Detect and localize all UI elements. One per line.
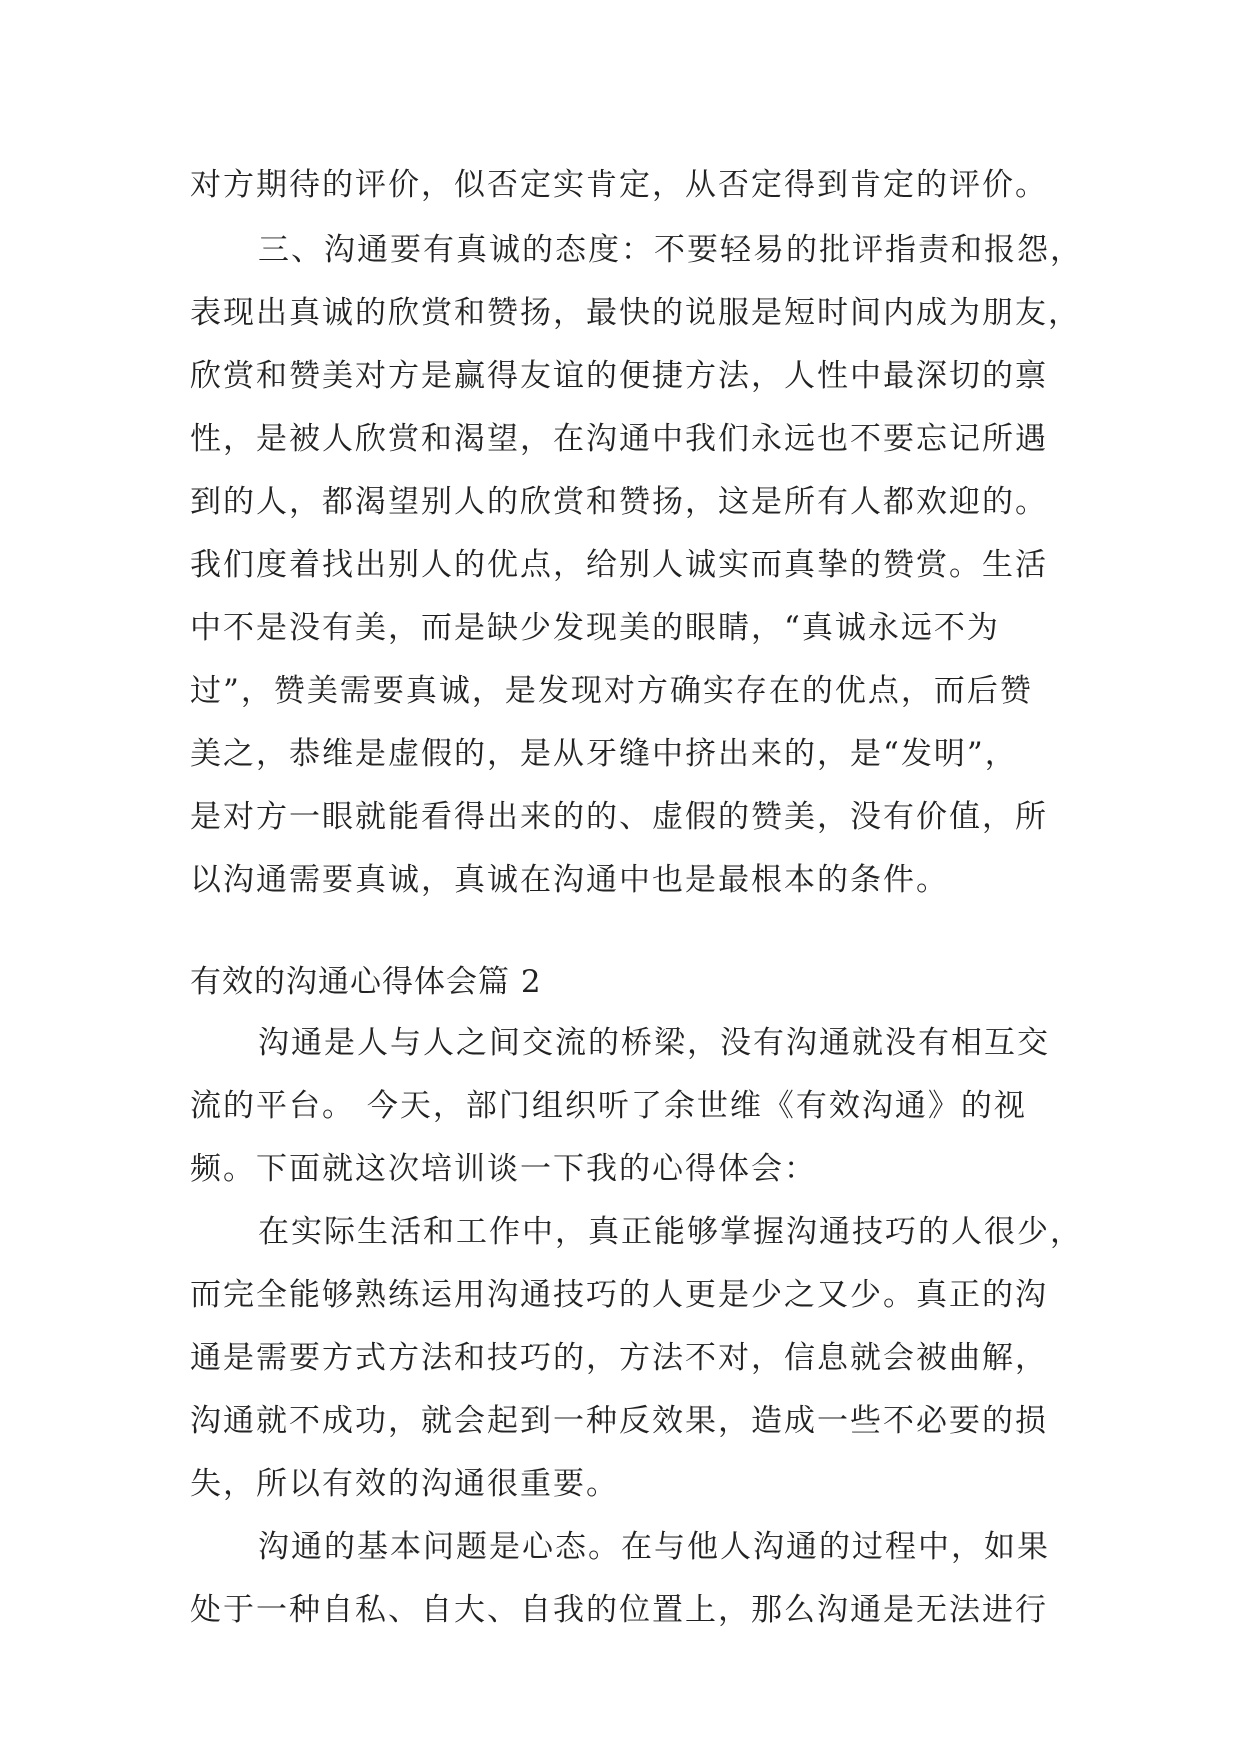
paragraph-line: 而完全能够熟练运用沟通技巧的人更是少之又少。真正的沟 <box>190 1277 1048 1313</box>
paragraph-line: 流的平台。 今天，部门组织听了余世维《有效沟通》的视 <box>190 1088 1027 1124</box>
paragraph-line: 沟通就不成功，就会起到一种反效果，造成一些不必要的损 <box>190 1403 1048 1439</box>
paragraph-line: 到的人，都渴望别人的欣赏和赞扬，这是所有人都欢迎的。 <box>190 484 1048 520</box>
paragraph-line: 性，是被人欣赏和渴望，在沟通中我们永远也不要忘记所遇 <box>190 421 1048 457</box>
paragraph-line: 三、沟通要有真诚的态度：不要轻易的批评指责和报怨， <box>258 232 1083 268</box>
paragraph-line: 我们度着找出别人的优点，给别人诚实而真挚的赞赏。生活 <box>190 547 1048 583</box>
paragraph-line: 在实际生活和工作中，真正能够掌握沟通技巧的人很少， <box>258 1214 1083 1250</box>
paragraph-line: 过”，赞美需要真诚，是发现对方确实存在的优点，而后赞 <box>190 673 1033 709</box>
paragraph-line: 沟通是人与人之间交流的桥梁，没有沟通就没有相互交 <box>258 1025 1050 1061</box>
paragraph-line: 沟通的基本问题是心态。在与他人沟通的过程中，如果 <box>258 1529 1050 1565</box>
paragraph-line: 频。下面就这次培训谈一下我的心得体会： <box>190 1151 817 1187</box>
paragraph-line: 是对方一眼就能看得出来的的、虚假的赞美，没有价值，所 <box>190 799 1048 835</box>
paragraph-line: 处于一种自私、自大、自我的位置上，那么沟通是无法进行 <box>190 1592 1048 1628</box>
section-heading: 有效的沟通心得体会篇 2 <box>190 964 542 1000</box>
paragraph-line: 欣赏和赞美对方是赢得友谊的便捷方法，人性中最深切的禀 <box>190 358 1048 394</box>
paragraph-line: 表现出真诚的欣赏和赞扬，最快的说服是短时间内成为朋友， <box>190 295 1081 331</box>
paragraph-line: 中不是没有美，而是缺少发现美的眼睛，“真诚永远不为 <box>190 610 1000 646</box>
paragraph-line: 对方期待的评价，似否定实肯定，从否定得到肯定的评价。 <box>190 167 1048 203</box>
paragraph-line: 通是需要方式方法和技巧的，方法不对，信息就会被曲解， <box>190 1340 1048 1376</box>
paragraph-line: 以沟通需要真诚，真诚在沟通中也是最根本的条件。 <box>190 862 949 898</box>
paragraph-line: 失，所以有效的沟通很重要。 <box>190 1466 619 1502</box>
paragraph-line: 美之，恭维是虚假的，是从牙缝中挤出来的，是“发明”， <box>190 736 1018 772</box>
